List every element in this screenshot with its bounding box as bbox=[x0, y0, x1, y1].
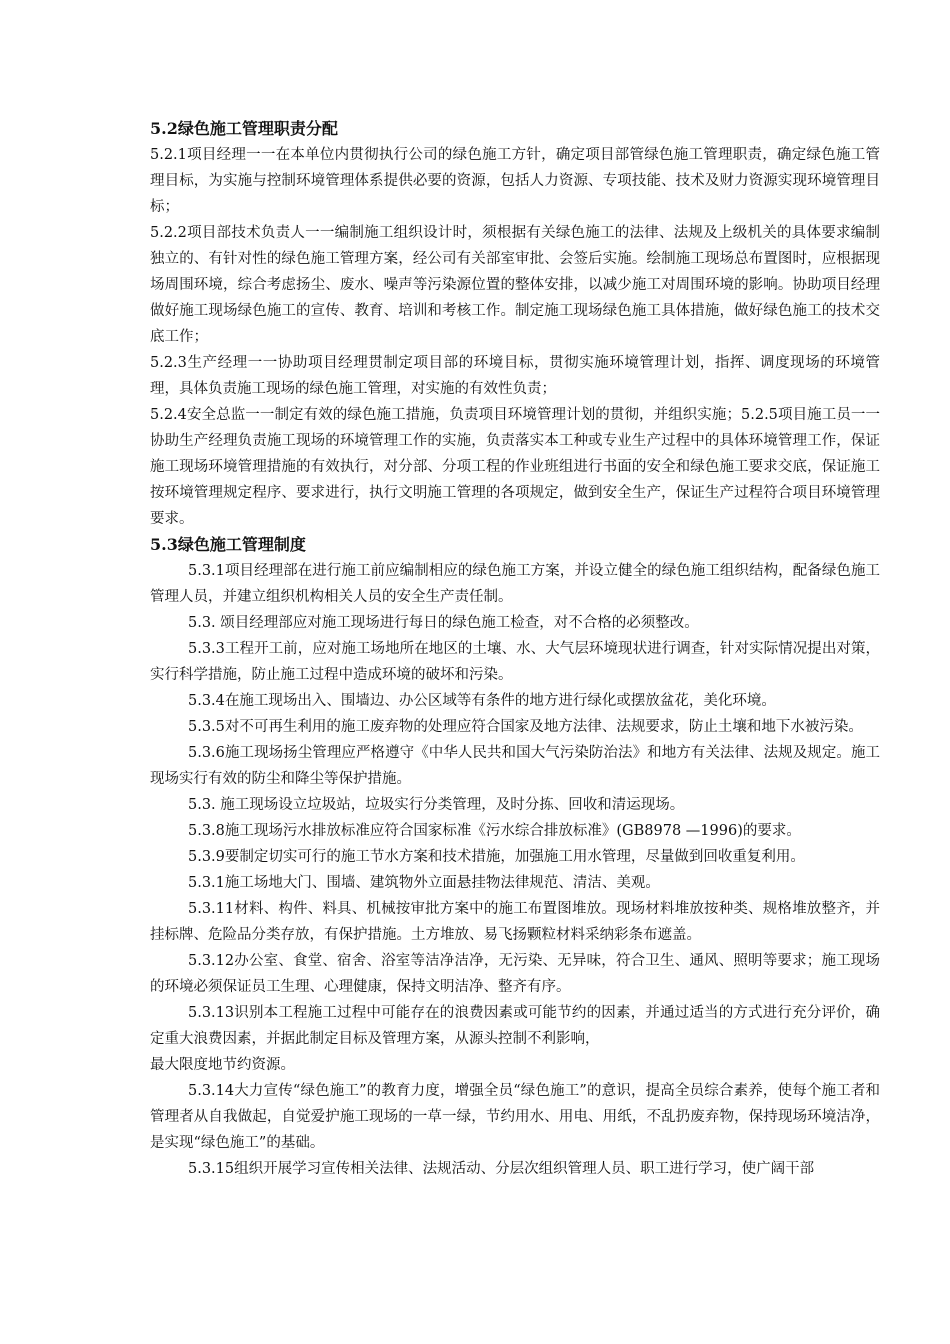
paragraph-5-2-3: 5.2.3生产经理一一协助项目经理贯制定项目部的环境目标，贯彻实施环境管理计划，指挥、调度现场的环境管理，具体负责施工现场的绿色施工管理，对实施的有效性负责； bbox=[150, 355, 880, 397]
paragraph-5-2-1: 5.2.1项目经理一一在本单位内贯彻执行公司的绿色施工方针，确定项目部管绿色施工管理职责，确定绿色施工管理目标，为实施与控制环境管理体系提供必要的资源，包括人力资源、专项技能、技术及财力资源实现环境管理目标； bbox=[150, 147, 880, 215]
paragraph-5-2-2: 5.2.2项目部技术负责人一一编制施工组织设计时，须根据有关绿色施工的法律、法规及上级机关的具体要求编制独立的、有针对性的绿色施工管理方案，经公司有关部室审批、会签后实施。绘制施工现场总布置图时，应根据现场周围环境，综合考虑扬尘、废水、噪声等污染源位置的整体安排，以减少施工对周围环境的影响。协助项目经理做好施工现场绿色施工的宣传、教育、培训和考核工作。制定施工现场绿色施工具体措施，做好绿色施工的技术交底工作； bbox=[150, 225, 880, 345]
paragraph-5-3-14: 5.3.14大力宣传“绿色施工”的教育力度，增强全员“绿色施工”的意识，提高全员综合素养，使每个施工者和管理者从自我做起，自觉爱护施工现场的一草一绿，节约用水、用电、用纸，不乱扔废弃物，保持现场环境洁净，是实现“绿色施工”的基础。 bbox=[150, 1083, 880, 1151]
section-heading-5-3: 5.3绿色施工管理制度 bbox=[150, 535, 306, 554]
paragraph-5-3-13: 5.3.13识别本工程施工过程中可能存在的浪费因素或可能节约的因素，并通过适当的方式进行充分评价，确定重大浪费因素，并据此制定目标及管理方案，从源头控制不利影响， bbox=[150, 1005, 880, 1047]
paragraph-5-3-10: 5.3.1施工场地大门、围墙、建筑物外立面悬挂物法律规范、清洁、美观。 bbox=[188, 875, 660, 891]
paragraph-5-3-1: 5.3.1项目经理部在进行施工前应编制相应的绿色施工方案，并设立健全的绿色施工组织结构，配备绿色施工管理人员，并建立组织机构相关人员的安全生产责任制。 bbox=[150, 563, 880, 605]
paragraph-5-3-15: 5.3.15组织开展学习宣传相关法律、法规活动、分层次组织管理人员、职工进行学习，使广阔干部 bbox=[188, 1161, 815, 1177]
paragraph-5-3-2: 5.3. 颂目经理部应对施工现场进行每日的绿色施工检查，对不合格的必须整改。 bbox=[188, 615, 699, 631]
paragraph-5-3-3: 5.3.3工程开工前，应对施工场地所在地区的土壤、水、大气层环境现状进行调查，针对实际情况提出对策，实行科学措施，防止施工过程中造成环境的破坏和污染。 bbox=[150, 641, 880, 683]
paragraph-5-3-5: 5.3.5对不可再生利用的施工废弃物的处理应符合国家及地方法律、法规要求，防止土壤和地下水被污染。 bbox=[188, 719, 863, 735]
paragraph-5-2-4: 5.2.4安全总监一一制定有效的绿色施工措施，负责项目环境管理计划的贯彻，并组织实施；5.2.5项目施工员一一协助生产经理负责施工现场的环境管理工作的实施，负责落实本工种或专业生产过程中的具体环境管理工作，保证施工现场环境管理措施的有效执行，对分部、分项工程的作业班组进行书面的安全和绿色施工要求交底，保证施工按环境管理规定程序、要求进行，执行文明施工管理的各项规定，做到安全生产，保证生产过程符合项目环境管理要求。 bbox=[150, 407, 880, 527]
paragraph-5-3-11: 5.3.11材料、构件、料具、机械按审批方案中的施工布置图堆放。现场材料堆放按种类、规格堆放整齐，并挂标牌、危险品分类存放，有保护措施。土方堆放、易飞扬颗粒材料采纳彩条布遮盖。 bbox=[150, 901, 880, 943]
paragraph-5-3-6: 5.3.6施工现场扬尘管理应严格遵守《中华人民共和国大气污染防治法》和地方有关法律、法规及规定。施工现场实行有效的防尘和降尘等保护措施。 bbox=[150, 745, 880, 787]
document-body bbox=[150, 116, 880, 1182]
paragraph-5-3-7: 5.3. 施工现场设立垃圾站，垃圾实行分类管理，及时分拣、回收和清运现场。 bbox=[188, 797, 685, 813]
paragraph-5-3-4: 5.3.4在施工现场出入、围墙边、办公区域等有条件的地方进行绿化或摆放盆花，美化环境。 bbox=[188, 693, 776, 709]
paragraph-5-3-9: 5.3.9要制定切实可行的施工节水方案和技术措施，加强施工用水管理，尽量做到回收重复利用。 bbox=[188, 849, 805, 865]
paragraph-5-3-13-continued: 最大限度地节约资源。 bbox=[150, 1057, 295, 1073]
section-heading-5-2: 5.2绿色施工管理职责分配 bbox=[150, 119, 338, 138]
paragraph-5-3-12: 5.3.12办公室、食堂、宿舍、浴室等洁净洁净，无污染、无异味，符合卫生、通风、照明等要求；施工现场的环境必须保证员工生理、心理健康，保持文明洁净、整齐有序。 bbox=[150, 953, 880, 995]
paragraph-5-3-8: 5.3.8施工现场污水排放标准应符合国家标准《污水综合排放标准》(GB8978 —1996)的要求。 bbox=[188, 823, 801, 839]
